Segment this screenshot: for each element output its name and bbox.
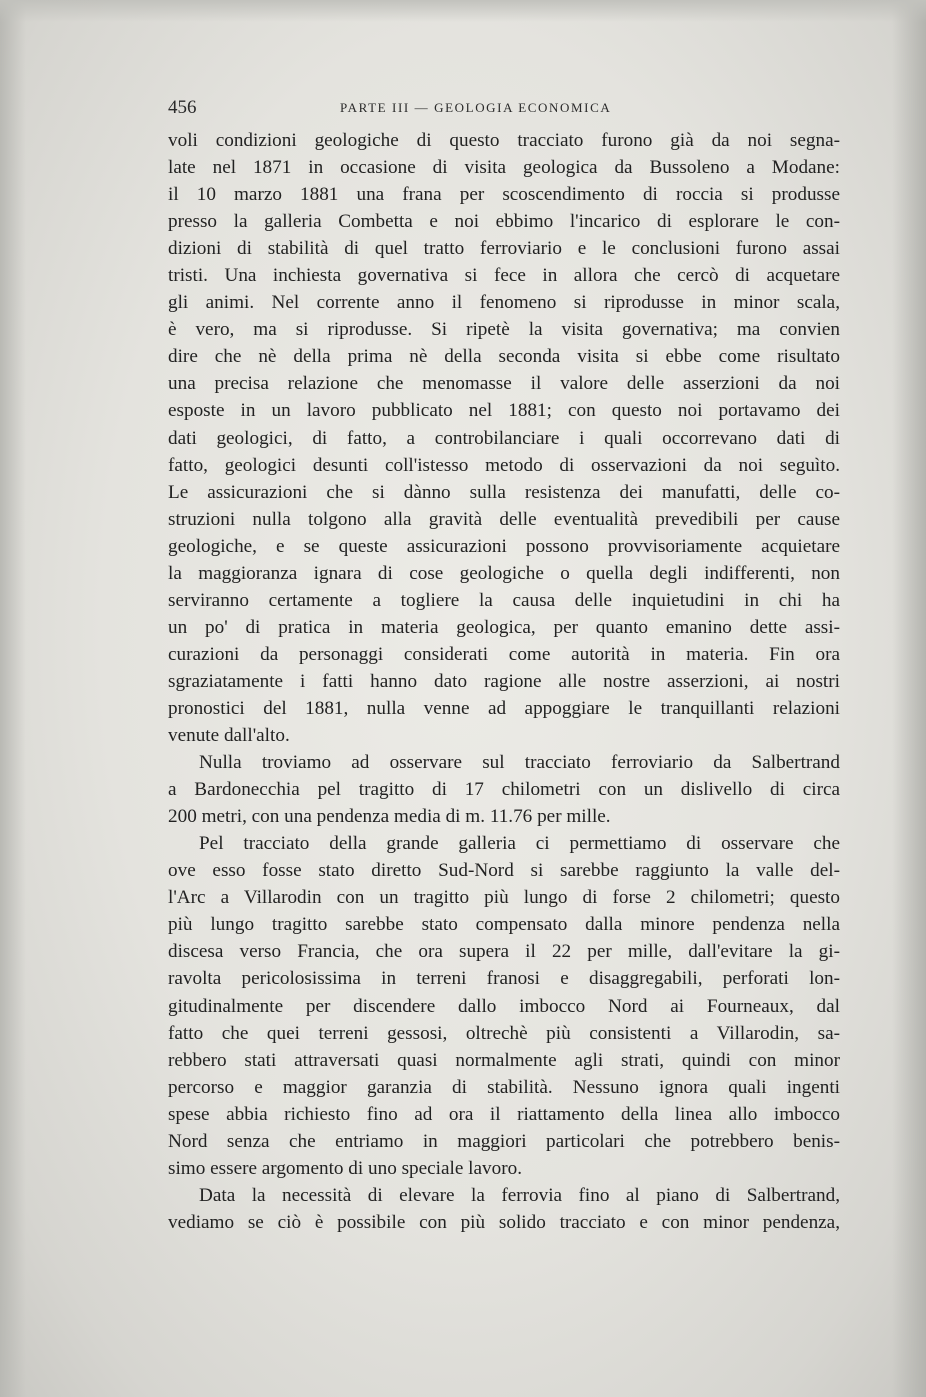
text-line: curazioni da personaggi considerati come autorità in materia. Fin ora — [168, 643, 840, 665]
text-line: Pel tracciato della grande galleria ci permettiamo di osservare che — [199, 833, 840, 855]
text-line: fatto che quei terreni gessosi, oltrechè più consistenti a Villarodin, sa- — [168, 1022, 840, 1044]
text-line: Data la necessità di elevare la ferrovia fino al piano di Salbertrand, — [199, 1184, 840, 1206]
paragraph — [168, 830, 840, 1182]
page-shadow-top — [0, 0, 926, 22]
text-line: rebbero stati attraversati quasi normalmente agli strati, quindi con minor — [168, 1049, 840, 1071]
text-line: percorso e maggior garanzia di stabilità. Nessuno ignora quali ingenti — [168, 1076, 840, 1098]
text-line: sgraziatamente i fatti hanno dato ragione alle nostre asserzioni, ai nostri — [168, 670, 840, 692]
text-line: esposte in un lavoro pubblicato nel 1881; con questo noi portavamo dei — [168, 400, 840, 422]
text-line: il 10 marzo 1881 una frana per scoscendimento di roccia si produsse — [168, 184, 840, 206]
text-line: Nord senza che entriamo in maggiori particolari che potrebbero benis- — [168, 1130, 840, 1152]
text-line: ove esso fosse stato diretto Sud-Nord si sarebbe raggiunto la valle del- — [168, 860, 840, 882]
text-line: Nulla troviamo ad osservare sul tracciato ferroviario da Salbertrand — [199, 752, 840, 774]
text-line: venute dall'alto. — [168, 725, 290, 747]
text-line: Le assicurazioni che si dànno sulla resistenza dei manufatti, delle co- — [168, 481, 840, 503]
page-shadow-left — [0, 0, 26, 1397]
page-shadow-right — [892, 0, 926, 1397]
text-line: dire che nè della prima nè della seconda visita si ebbe come risultato — [168, 346, 840, 368]
running-head: PARTE III — GEOLOGIA ECONOMICA — [340, 100, 612, 115]
text-line: fatto, geologici desunti coll'istesso metodo di osservazioni da noi seguìto. — [168, 454, 840, 476]
text-line: una precisa relazione che menomasse il valore delle asserzioni da noi — [168, 373, 840, 395]
paragraph — [168, 1182, 840, 1236]
body-text — [168, 127, 840, 1236]
paragraph — [168, 127, 840, 749]
text-line: l'Arc a Villarodin con un tragitto più lungo di forse 2 chilometri; questo — [168, 887, 840, 909]
text-line: spese abbia richiesto fino ad ora il riattamento della linea allo imbocco — [168, 1103, 840, 1125]
text-line: vediamo se ciò è possibile con più solido tracciato e con minor pendenza, — [168, 1211, 840, 1233]
text-line: tristi. Una inchiesta governativa si fece in allora che cercò di acquetare — [168, 265, 840, 287]
text-line: pronostici del 1881, nulla venne ad appoggiare le tranquillanti relazioni — [168, 697, 840, 719]
text-line: late nel 1871 in occasione di visita geologica da Bussoleno a Modane: — [168, 157, 840, 179]
text-line: struzioni nulla tolgono alla gravità delle eventualità prevedibili per cause — [168, 508, 840, 530]
text-line: gli animi. Nel corrente anno il fenomeno si riprodusse in minor scala, — [168, 292, 840, 314]
text-line: dati geologici, di fatto, a controbilanciare i quali occorrevano dati di — [168, 427, 840, 449]
text-line: serviranno certamente a togliere la causa delle inquietudini in chi ha — [168, 589, 840, 611]
text-line: è vero, ma si riprodusse. Si ripetè la visita governativa; ma convien — [168, 319, 840, 341]
text-line: dizioni di stabilità di quel tratto ferroviario e le conclusioni furono assai — [168, 238, 840, 260]
text-line: 200 metri, con una pendenza media di m. 11.76 per mille. — [168, 806, 611, 828]
text-line: più lungo tragitto sarebbe stato compensato dalla minore pendenza nella — [168, 914, 840, 936]
text-line: presso la galleria Combetta e noi ebbimo l'incarico di esplorare le con- — [168, 211, 840, 233]
text-line: la maggioranza ignara di cose geologiche o quella degli indifferenti, non — [168, 562, 840, 584]
text-line: a Bardonecchia pel tragitto di 17 chilometri con un dislivello di circa — [168, 779, 840, 801]
text-line: ravolta pericolosissima in terreni franosi e disaggregabili, perforati lon- — [168, 968, 840, 990]
text-line: simo essere argomento di uno speciale lavoro. — [168, 1157, 522, 1179]
text-line: voli condizioni geologiche di questo tracciato furono già da noi segna- — [168, 130, 840, 151]
text-line: gitudinalmente per discendere dallo imbocco Nord ai Fourneaux, dal — [168, 995, 840, 1017]
text-line: un po' di pratica in materia geologica, per quanto emanino dette assi- — [168, 616, 840, 638]
page-number: 456 — [168, 97, 197, 118]
text-line: discesa verso Francia, che ora supera il 22 per mille, dall'evitare la gi- — [168, 941, 840, 963]
page-header — [168, 97, 840, 121]
text-line: geologiche, e se queste assicurazioni possono provvisoriamente acquietare — [168, 535, 840, 557]
paragraph — [168, 749, 840, 830]
